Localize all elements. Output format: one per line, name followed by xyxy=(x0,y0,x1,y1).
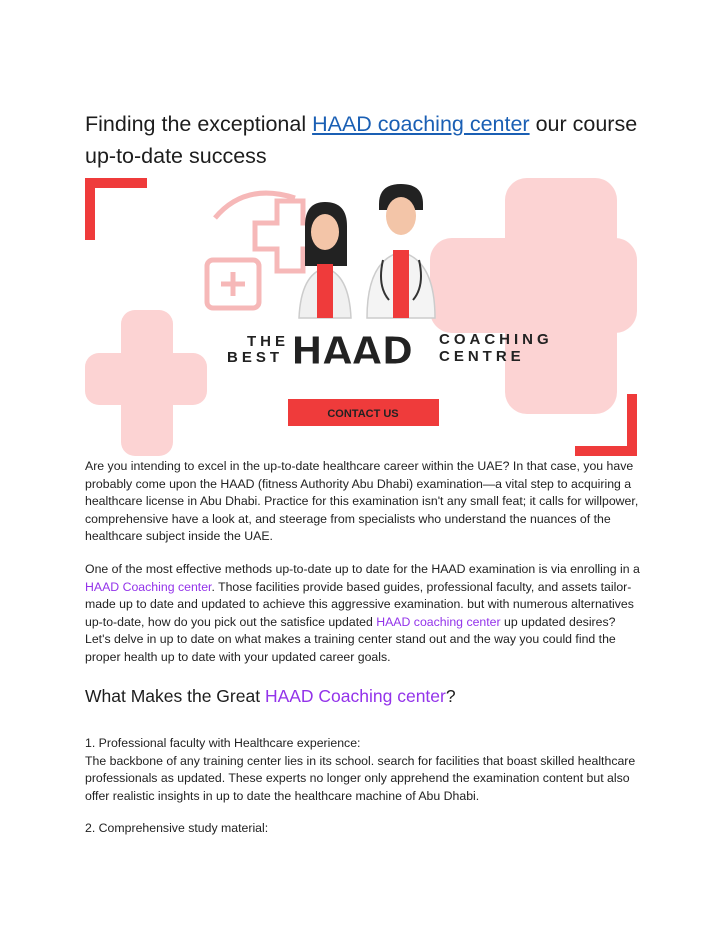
methods-paragraph xyxy=(85,561,640,667)
male-doctor-illustration xyxy=(367,184,435,318)
section-heading xyxy=(85,683,456,709)
section-heading-suffix: ? xyxy=(445,686,456,706)
page-title xyxy=(85,108,645,172)
contact-us-label: CONTACT US xyxy=(327,408,399,420)
haad-logo-text: HAAD xyxy=(291,329,414,373)
haad-banner-image xyxy=(85,178,637,456)
title-suffix: our course up-to-date success xyxy=(85,112,638,168)
corner-bracket-top-left xyxy=(85,178,147,240)
methods-text-c: up updated desires? Let's delve in up to date on what makes a training center stand out and the way you could find the proper health up to date with your updated career goals. xyxy=(85,614,616,664)
small-cross-icon xyxy=(85,310,207,456)
item-1-body: The backbone of any training center lies in its school. search for facilities that boast skilled healthcare professionals as updated. These experts no longer only apprehend the examination content but also offer realistic insights in up to date the healthcare machine of Abu Dhabi. xyxy=(85,753,636,803)
item-2-title: 2. Comprehensive study material: xyxy=(85,821,269,835)
haad-coaching-center-link-3[interactable]: HAAD coaching center xyxy=(376,614,501,629)
methods-text-a: One of the most effective methods up-to-date up to date for the HAAD examination is via enrolling in a xyxy=(85,562,640,576)
the-label: THE xyxy=(247,333,289,350)
section-heading-prefix: What Makes the Great xyxy=(85,686,265,706)
methods-text-b: . Those facilities provide based guides, professional faculty, and assets tailor-made up to date and updated to achieve this aggressive examination. but with numerous alternatives up-to-date, how do you pick out the satisfice updated xyxy=(85,579,634,629)
contact-us-button[interactable] xyxy=(288,399,439,426)
female-doctor-illustration xyxy=(299,202,351,318)
haad-coaching-center-link-4[interactable]: HAAD Coaching center xyxy=(264,686,446,706)
best-label: BEST xyxy=(227,349,284,366)
centre-label: CENTRE xyxy=(439,348,525,365)
haad-coaching-center-link-2[interactable]: HAAD Coaching center xyxy=(85,579,212,594)
large-cross-icon xyxy=(430,178,637,414)
item-2 xyxy=(85,820,640,838)
haad-coaching-center-link[interactable]: HAAD coaching center xyxy=(312,112,530,136)
title-prefix: Finding the exceptional xyxy=(85,112,313,136)
item-1-title: 1. Professional faculty with Healthcare experience: xyxy=(85,736,361,750)
coaching-label: COACHING xyxy=(439,331,553,348)
intro-paragraph: Are you intending to excel in the up-to-date healthcare career within the UAE? In that case, you have probably come upon the HAAD (fitness Authority Abu Dhabi) examination—a vital step to acquiring a healthcare license in Abu Dhabi. Practice for this examination isn't any small feat; it calls for willpower, comprehensive have a look at, and steerage from specialists who understand the nuances of the healthcare subject inside the UAE. xyxy=(85,459,639,544)
item-1 xyxy=(85,735,640,805)
